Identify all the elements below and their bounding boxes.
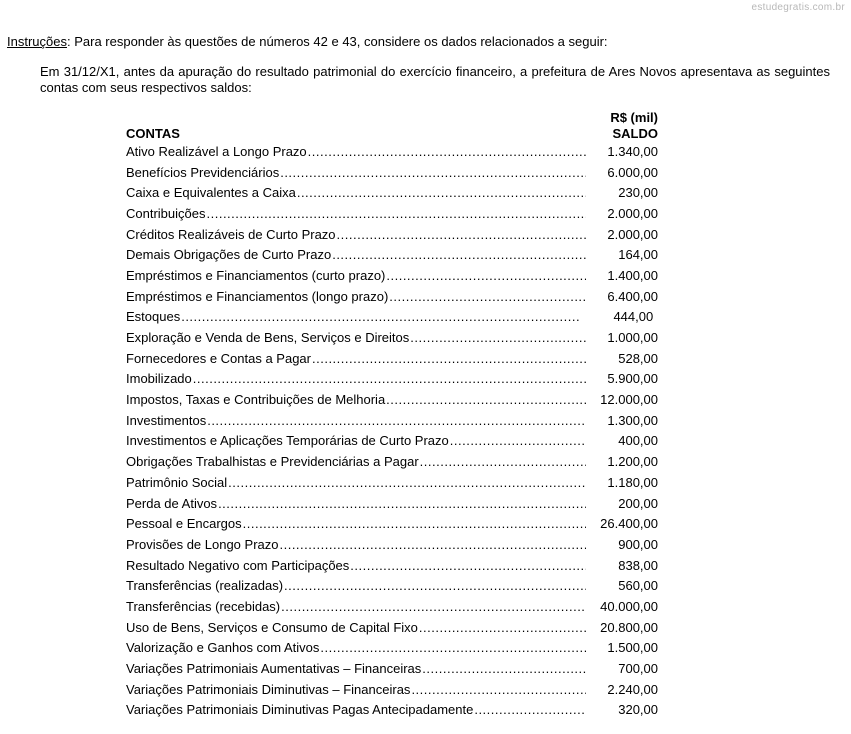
account-name: Variações Patrimoniais Aumentativas – Financeiras <box>126 661 422 677</box>
dot-leader <box>181 309 581 324</box>
account-balance: 528,00 <box>618 350 658 366</box>
accounts-list <box>126 141 658 720</box>
account-row <box>126 410 658 431</box>
account-row <box>126 141 658 162</box>
account-name: Transferências (realizadas) <box>126 578 284 594</box>
account-row <box>126 286 658 307</box>
dot-leader <box>312 351 586 366</box>
dot-leader <box>410 330 586 345</box>
account-name: Imobilizado <box>126 371 192 387</box>
account-balance: 1.340,00 <box>607 143 658 159</box>
account-row <box>126 182 658 203</box>
account-balance: 200,00 <box>618 495 658 511</box>
dot-leader <box>279 537 586 552</box>
account-name: Empréstimos e Financiamentos (longo prazo) <box>126 288 389 304</box>
account-balance: 40.000,00 <box>600 598 658 614</box>
instructions-line <box>7 34 842 50</box>
account-balance: 400,00 <box>618 433 658 449</box>
account-row <box>126 431 658 452</box>
account-row <box>126 472 658 493</box>
dot-leader <box>332 247 586 262</box>
account-balance: 900,00 <box>618 536 658 552</box>
account-balance: 230,00 <box>618 185 658 201</box>
account-name: Obrigações Trabalhistas e Previdenciárias a Pagar <box>126 454 419 470</box>
account-name: Benefícios Previdenciários <box>126 164 280 180</box>
dot-leader <box>350 558 586 573</box>
dot-leader <box>386 392 586 407</box>
account-row <box>126 700 658 721</box>
account-balance: 444,00 <box>613 309 654 325</box>
account-row <box>126 203 658 224</box>
account-row <box>126 555 658 576</box>
account-balance: 1.200,00 <box>607 454 658 470</box>
column-header-accounts: CONTAS <box>126 126 180 141</box>
column-header-balance: SALDO <box>612 126 658 141</box>
dot-leader <box>281 599 586 614</box>
account-name: Investimentos <box>126 412 207 428</box>
account-name: Impostos, Taxas e Contribuições de Melhoria <box>126 392 386 408</box>
account-balance: 838,00 <box>618 557 658 573</box>
account-row <box>126 265 658 286</box>
account-balance: 20.800,00 <box>600 619 658 635</box>
account-balance: 6.000,00 <box>607 164 658 180</box>
account-name: Perda de Ativos <box>126 495 218 511</box>
instructions-text: : Para responder às questões de números 42 e 43, considere os dados relacionados a seguir: <box>66 34 608 49</box>
dot-leader <box>337 227 586 242</box>
account-row <box>126 493 658 514</box>
account-name: Exploração e Venda de Bens, Serviços e Direitos <box>126 330 410 346</box>
account-name: Estoques <box>126 309 181 325</box>
dot-leader <box>450 433 586 448</box>
account-balance: 700,00 <box>618 661 658 677</box>
account-balance: 12.000,00 <box>600 392 658 408</box>
dot-leader <box>228 475 586 490</box>
account-name: Pessoal e Encargos <box>126 516 242 532</box>
account-name: Variações Patrimoniais Diminutivas – Financeiras <box>126 681 411 697</box>
account-row <box>126 513 658 534</box>
account-balance: 2.240,00 <box>607 681 658 697</box>
account-row <box>126 451 658 472</box>
account-balance: 5.900,00 <box>607 371 658 387</box>
account-row <box>126 389 658 410</box>
dot-leader <box>207 206 587 221</box>
account-name: Ativo Realizável a Longo Prazo <box>126 143 307 159</box>
dot-leader <box>422 661 586 676</box>
instructions-label: Instruções <box>7 34 67 49</box>
account-name: Resultado Negativo com Participações <box>126 557 350 573</box>
account-balance: 6.400,00 <box>607 288 658 304</box>
account-row <box>126 307 658 328</box>
dot-leader <box>386 268 586 283</box>
dot-leader <box>419 620 586 635</box>
account-name: Transferências (recebidas) <box>126 598 281 614</box>
account-balance: 1.000,00 <box>607 330 658 346</box>
account-row <box>126 658 658 679</box>
account-row <box>126 244 658 265</box>
account-name: Caixa e Equivalentes a Caixa <box>126 185 296 201</box>
account-balance: 2.000,00 <box>607 226 658 242</box>
dot-leader <box>284 578 586 593</box>
account-balance: 320,00 <box>618 702 658 718</box>
site-watermark: estudegratis.com.br <box>751 2 845 13</box>
dot-leader <box>308 144 586 159</box>
account-balance: 1.500,00 <box>607 640 658 656</box>
account-name: Fornecedores e Contas a Pagar <box>126 350 311 366</box>
dot-leader <box>389 289 586 304</box>
account-balance: 2.000,00 <box>607 205 658 221</box>
account-name: Demais Obrigações de Curto Prazo <box>126 247 332 263</box>
account-name: Variações Patrimoniais Diminutivas Pagas Antecipadamente <box>126 702 474 718</box>
intro-paragraph: Em 31/12/X1, antes da apuração do resultado patrimonial do exercício financeiro, a prefeitura de Ares Novos apresentava as seguintes contas com seus respectivos saldos: <box>40 64 830 95</box>
dot-leader <box>207 413 586 428</box>
account-name: Empréstimos e Financiamentos (curto prazo) <box>126 267 386 283</box>
dot-leader <box>474 702 586 717</box>
account-row <box>126 162 658 183</box>
account-name: Contribuições <box>126 205 206 221</box>
account-balance: 1.180,00 <box>607 474 658 490</box>
account-name: Uso de Bens, Serviços e Consumo de Capital Fixo <box>126 619 418 635</box>
dot-leader <box>218 496 586 511</box>
column-header-unit: R$ (mil) <box>610 110 658 125</box>
dot-leader <box>297 185 586 200</box>
dot-leader <box>280 165 586 180</box>
account-balance: 26.400,00 <box>600 516 658 532</box>
account-row <box>126 534 658 555</box>
account-name: Valorização e Ganhos com Ativos <box>126 640 320 656</box>
dot-leader <box>420 454 586 469</box>
account-row <box>126 596 658 617</box>
dot-leader <box>243 516 586 531</box>
account-name: Créditos Realizáveis de Curto Prazo <box>126 226 336 242</box>
account-name: Patrimônio Social <box>126 474 228 490</box>
dot-leader <box>193 371 586 386</box>
dot-leader <box>320 640 586 655</box>
account-name: Provisões de Longo Prazo <box>126 536 279 552</box>
account-row <box>126 327 658 348</box>
account-row <box>126 638 658 659</box>
dot-leader <box>411 682 586 697</box>
account-balance: 1.400,00 <box>607 267 658 283</box>
account-row <box>126 617 658 638</box>
account-row <box>126 348 658 369</box>
account-balance: 164,00 <box>618 247 658 263</box>
account-row <box>126 575 658 596</box>
account-name: Investimentos e Aplicações Temporárias de Curto Prazo <box>126 433 449 449</box>
account-balance: 1.300,00 <box>607 412 658 428</box>
accounts-table-header <box>126 110 658 142</box>
account-row <box>126 224 658 245</box>
account-balance: 560,00 <box>618 578 658 594</box>
account-row <box>126 369 658 390</box>
account-row <box>126 679 658 700</box>
